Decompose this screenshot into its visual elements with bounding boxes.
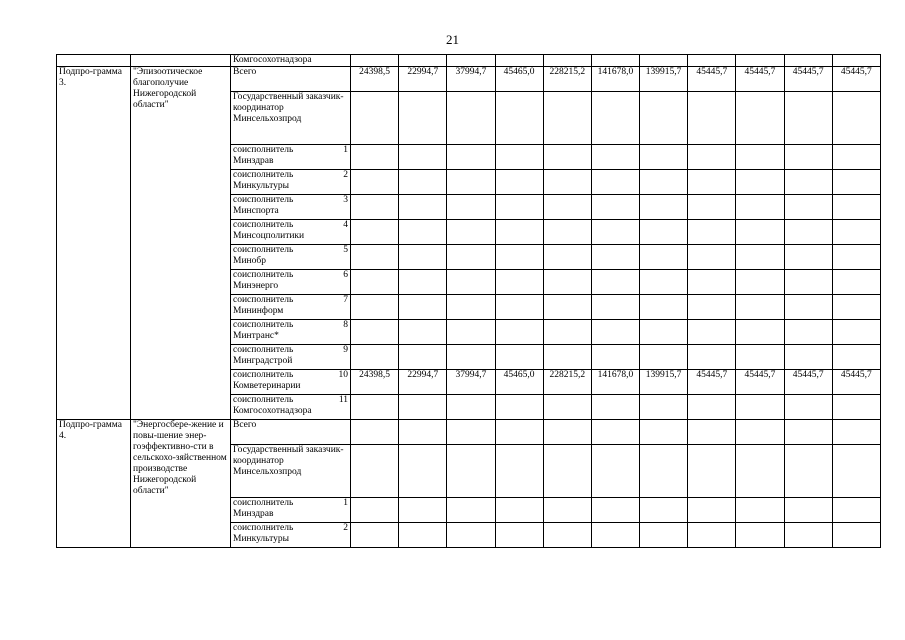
value-cell <box>399 270 447 295</box>
value-cell <box>495 170 543 195</box>
value-cell <box>832 195 880 220</box>
value-cell <box>495 445 543 498</box>
customer-cell: Государственный заказчик-координатор Минсельхозпрод <box>231 445 351 498</box>
value-cell <box>495 420 543 445</box>
value-cell <box>447 445 495 498</box>
executor-role-line <box>233 523 348 534</box>
value-cell <box>399 523 447 548</box>
value-cell <box>447 270 495 295</box>
value-cell <box>784 245 832 270</box>
value-cell <box>591 498 639 523</box>
value-cell <box>688 445 736 498</box>
value-cell <box>447 295 495 320</box>
value-cell: 228215,2 <box>543 67 591 92</box>
executor-role-line <box>233 345 348 356</box>
table-row <box>57 420 881 445</box>
value-cell: 45445,7 <box>832 370 880 395</box>
value-cell <box>784 498 832 523</box>
subprogram-cell <box>57 55 131 67</box>
value-cell <box>736 92 784 145</box>
executor-cell <box>231 220 351 245</box>
value-cell <box>351 420 399 445</box>
value-cell <box>399 320 447 345</box>
value-cell <box>543 445 591 498</box>
value-cell <box>447 320 495 345</box>
value-cell <box>832 55 880 67</box>
value-cell: 45465,0 <box>495 67 543 92</box>
value-cell <box>351 170 399 195</box>
value-cell <box>591 420 639 445</box>
value-cell <box>688 92 736 145</box>
value-cell: 45445,7 <box>736 67 784 92</box>
value-cell <box>784 55 832 67</box>
value-cell <box>688 55 736 67</box>
executor-role: соисполнитель <box>233 523 294 533</box>
executor-org: Минздрав <box>233 156 274 166</box>
value-cell: 45445,7 <box>736 370 784 395</box>
value-cell: 141678,0 <box>591 67 639 92</box>
value-cell: 24398,5 <box>351 370 399 395</box>
value-cell <box>591 295 639 320</box>
value-cell <box>399 145 447 170</box>
value-cell <box>832 523 880 548</box>
value-cell <box>640 295 688 320</box>
executor-role: соисполнитель <box>233 170 294 180</box>
value-cell <box>399 395 447 420</box>
value-cell <box>399 170 447 195</box>
funding-table <box>56 54 881 548</box>
executor-cell <box>231 498 351 523</box>
value-cell <box>591 145 639 170</box>
value-cell <box>495 220 543 245</box>
executor-number: 10 <box>338 370 348 380</box>
value-cell: 37994,7 <box>447 370 495 395</box>
executor-org: Минспорта <box>233 206 279 216</box>
value-cell <box>351 498 399 523</box>
executor-role-line <box>233 170 348 181</box>
value-cell <box>495 145 543 170</box>
value-cell <box>784 445 832 498</box>
value-cell <box>688 170 736 195</box>
value-cell <box>447 345 495 370</box>
executor-cell <box>231 245 351 270</box>
executor-cell <box>231 320 351 345</box>
value-cell <box>495 395 543 420</box>
value-cell <box>543 170 591 195</box>
value-cell <box>543 295 591 320</box>
executor-number: 9 <box>343 345 348 355</box>
executor-role: соисполнитель <box>233 498 294 508</box>
executor-cell <box>231 195 351 220</box>
executor-cell <box>231 523 351 548</box>
value-cell: 37994,7 <box>447 67 495 92</box>
executor-org: Комветеринарии <box>233 381 301 391</box>
value-cell <box>784 170 832 195</box>
value-cell <box>399 345 447 370</box>
value-cell <box>832 245 880 270</box>
executor-cell <box>231 345 351 370</box>
value-cell <box>736 270 784 295</box>
value-cell <box>447 395 495 420</box>
subprogram-label: Подпро-грамма 3. <box>57 67 131 420</box>
subprogram-label: Подпро-грамма 4. <box>57 420 131 548</box>
value-cell <box>784 195 832 220</box>
value-cell <box>495 195 543 220</box>
executor-role: соисполнитель <box>233 145 294 155</box>
value-cell <box>543 245 591 270</box>
value-cell <box>447 55 495 67</box>
executor-role-line <box>233 320 348 331</box>
value-cell <box>351 270 399 295</box>
value-cell <box>688 523 736 548</box>
executor-cell <box>231 395 351 420</box>
value-cell <box>640 170 688 195</box>
value-cell <box>495 498 543 523</box>
value-cell <box>688 320 736 345</box>
executor-number: 2 <box>343 523 348 533</box>
value-cell <box>447 220 495 245</box>
value-cell <box>543 270 591 295</box>
value-cell <box>543 420 591 445</box>
executor-cell: Комгосохотнадзора <box>231 55 351 67</box>
value-cell <box>784 220 832 245</box>
executor-role-line <box>233 270 348 281</box>
executor-number: 5 <box>343 245 348 255</box>
executor-cell <box>231 145 351 170</box>
value-cell: 45445,7 <box>688 67 736 92</box>
executor-number: 1 <box>343 498 348 508</box>
value-cell <box>543 320 591 345</box>
executor-role-line <box>233 145 348 156</box>
value-cell <box>736 170 784 195</box>
executor-number: 1 <box>343 145 348 155</box>
value-cell <box>543 145 591 170</box>
value-cell: 139915,7 <box>640 370 688 395</box>
value-cell <box>736 420 784 445</box>
executor-org: Минкультуры <box>233 534 290 544</box>
value-cell <box>591 170 639 195</box>
subprogram-name: "Эпизоотическое благополучие Нижегородской области" <box>131 67 231 420</box>
executor-org: Минтранс* <box>233 331 279 341</box>
value-cell <box>543 55 591 67</box>
value-cell <box>495 523 543 548</box>
value-cell <box>640 320 688 345</box>
value-cell <box>784 92 832 145</box>
value-cell <box>688 295 736 320</box>
value-cell <box>784 320 832 345</box>
value-cell <box>736 220 784 245</box>
value-cell <box>736 345 784 370</box>
executor-org: Мининформ <box>233 306 284 316</box>
executor-role-line <box>233 295 348 306</box>
value-cell <box>640 220 688 245</box>
value-cell <box>351 245 399 270</box>
value-cell <box>543 345 591 370</box>
value-cell: 45445,7 <box>832 67 880 92</box>
value-cell <box>832 445 880 498</box>
value-cell <box>784 295 832 320</box>
executor-role-line <box>233 370 348 381</box>
value-cell <box>399 92 447 145</box>
value-cell <box>351 92 399 145</box>
value-cell <box>399 220 447 245</box>
value-cell <box>591 195 639 220</box>
value-cell <box>351 320 399 345</box>
executor-number: 11 <box>338 395 348 405</box>
value-cell <box>495 245 543 270</box>
value-cell: 24398,5 <box>351 67 399 92</box>
value-cell <box>640 523 688 548</box>
executor-cell <box>231 270 351 295</box>
value-cell <box>543 395 591 420</box>
value-cell <box>832 220 880 245</box>
value-cell <box>640 345 688 370</box>
value-cell <box>495 92 543 145</box>
value-cell <box>447 498 495 523</box>
executor-role-line <box>233 395 348 406</box>
value-cell <box>688 498 736 523</box>
value-cell <box>543 92 591 145</box>
value-cell <box>832 320 880 345</box>
executor-number: 6 <box>343 270 348 280</box>
value-cell <box>640 420 688 445</box>
customer-cell: Государственный заказчик-координатор Минсельхозпрод <box>231 92 351 145</box>
executor-number: 8 <box>343 320 348 330</box>
value-cell: 228215,2 <box>543 370 591 395</box>
value-cell <box>736 498 784 523</box>
value-cell <box>495 295 543 320</box>
value-cell <box>832 270 880 295</box>
value-cell <box>543 498 591 523</box>
executor-cell <box>231 295 351 320</box>
value-cell <box>640 145 688 170</box>
value-cell <box>784 420 832 445</box>
value-cell <box>351 195 399 220</box>
value-cell <box>399 445 447 498</box>
total-label: Всего <box>231 67 351 92</box>
executor-role-line <box>233 195 348 206</box>
value-cell <box>784 523 832 548</box>
value-cell <box>688 220 736 245</box>
executor-role: соисполнитель <box>233 245 294 255</box>
value-cell <box>447 170 495 195</box>
executor-role-line <box>233 245 348 256</box>
value-cell <box>736 445 784 498</box>
value-cell <box>351 395 399 420</box>
value-cell <box>640 270 688 295</box>
value-cell <box>640 445 688 498</box>
value-cell <box>495 55 543 67</box>
value-cell <box>495 345 543 370</box>
executor-org: Минградстрой <box>233 356 293 366</box>
value-cell <box>832 345 880 370</box>
executor-number: 7 <box>343 295 348 305</box>
value-cell <box>351 295 399 320</box>
value-cell <box>736 145 784 170</box>
executor-role: соисполнитель <box>233 345 294 355</box>
executor-role: соисполнитель <box>233 270 294 280</box>
value-cell <box>591 345 639 370</box>
value-cell <box>640 395 688 420</box>
executor-role: соисполнитель <box>233 395 294 405</box>
executor-org: Минобр <box>233 256 266 266</box>
value-cell <box>736 245 784 270</box>
value-cell <box>784 145 832 170</box>
value-cell <box>399 420 447 445</box>
subprogram-name: "Энергосбере-жение и повы-шение энер-гоэффективно-сти в сельскохо-зяйственном производстве Нижегородской области" <box>131 420 231 548</box>
value-cell <box>591 92 639 145</box>
value-cell <box>399 245 447 270</box>
value-cell <box>832 395 880 420</box>
executor-role-line <box>233 220 348 231</box>
value-cell <box>832 295 880 320</box>
value-cell <box>736 523 784 548</box>
value-cell <box>832 420 880 445</box>
table-row <box>57 55 881 67</box>
value-cell: 141678,0 <box>591 370 639 395</box>
value-cell <box>832 498 880 523</box>
value-cell <box>640 195 688 220</box>
value-cell <box>736 295 784 320</box>
value-cell <box>543 523 591 548</box>
executor-role: соисполнитель <box>233 220 294 230</box>
value-cell: 22994,7 <box>399 67 447 92</box>
executor-cell <box>231 370 351 395</box>
value-cell <box>447 245 495 270</box>
value-cell <box>688 420 736 445</box>
total-label: Всего <box>231 420 351 445</box>
value-cell <box>591 270 639 295</box>
value-cell <box>447 92 495 145</box>
value-cell <box>447 195 495 220</box>
value-cell <box>736 55 784 67</box>
executor-org: Минздрав <box>233 509 274 519</box>
value-cell <box>784 270 832 295</box>
value-cell <box>591 395 639 420</box>
value-cell: 22994,7 <box>399 370 447 395</box>
value-cell <box>495 320 543 345</box>
value-cell <box>399 295 447 320</box>
value-cell <box>784 395 832 420</box>
value-cell <box>447 523 495 548</box>
value-cell <box>640 92 688 145</box>
executor-number: 3 <box>343 195 348 205</box>
value-cell <box>591 220 639 245</box>
executor-cell <box>231 170 351 195</box>
executor-org: Комгосохотнадзора <box>233 406 312 416</box>
value-cell <box>351 145 399 170</box>
value-cell: 45445,7 <box>784 67 832 92</box>
value-cell: 139915,7 <box>640 67 688 92</box>
page-number: 21 <box>446 32 459 47</box>
executor-role: соисполнитель <box>233 295 294 305</box>
value-cell <box>688 195 736 220</box>
executor-role: соисполнитель <box>233 195 294 205</box>
value-cell <box>832 145 880 170</box>
value-cell <box>784 345 832 370</box>
executor-org: Минкультуры <box>233 181 290 191</box>
executor-org: Минэнерго <box>233 281 279 291</box>
value-cell <box>351 523 399 548</box>
value-cell <box>736 195 784 220</box>
value-cell <box>736 320 784 345</box>
value-cell <box>640 55 688 67</box>
executor-role: соисполнитель <box>233 370 294 380</box>
value-cell <box>591 320 639 345</box>
value-cell <box>688 145 736 170</box>
value-cell <box>399 498 447 523</box>
value-cell <box>351 445 399 498</box>
value-cell <box>736 395 784 420</box>
value-cell <box>543 220 591 245</box>
table-row <box>57 67 881 92</box>
executor-org: Минсоцполитики <box>233 231 305 241</box>
value-cell <box>399 195 447 220</box>
value-cell: 45465,0 <box>495 370 543 395</box>
value-cell <box>591 445 639 498</box>
value-cell <box>688 245 736 270</box>
value-cell <box>399 55 447 67</box>
value-cell <box>447 420 495 445</box>
name-cell <box>131 55 231 67</box>
value-cell <box>495 270 543 295</box>
value-cell <box>640 245 688 270</box>
executor-role-line <box>233 498 348 509</box>
value-cell <box>591 245 639 270</box>
value-cell <box>688 395 736 420</box>
value-cell <box>351 220 399 245</box>
value-cell <box>688 345 736 370</box>
value-cell <box>591 55 639 67</box>
value-cell <box>640 498 688 523</box>
executor-number: 2 <box>343 170 348 180</box>
executor-role: соисполнитель <box>233 320 294 330</box>
value-cell <box>832 92 880 145</box>
value-cell <box>688 270 736 295</box>
value-cell <box>351 345 399 370</box>
value-cell: 45445,7 <box>688 370 736 395</box>
executor-number: 4 <box>343 220 348 230</box>
value-cell <box>351 55 399 67</box>
value-cell <box>543 195 591 220</box>
value-cell <box>447 145 495 170</box>
value-cell <box>591 523 639 548</box>
value-cell <box>832 170 880 195</box>
value-cell: 45445,7 <box>784 370 832 395</box>
